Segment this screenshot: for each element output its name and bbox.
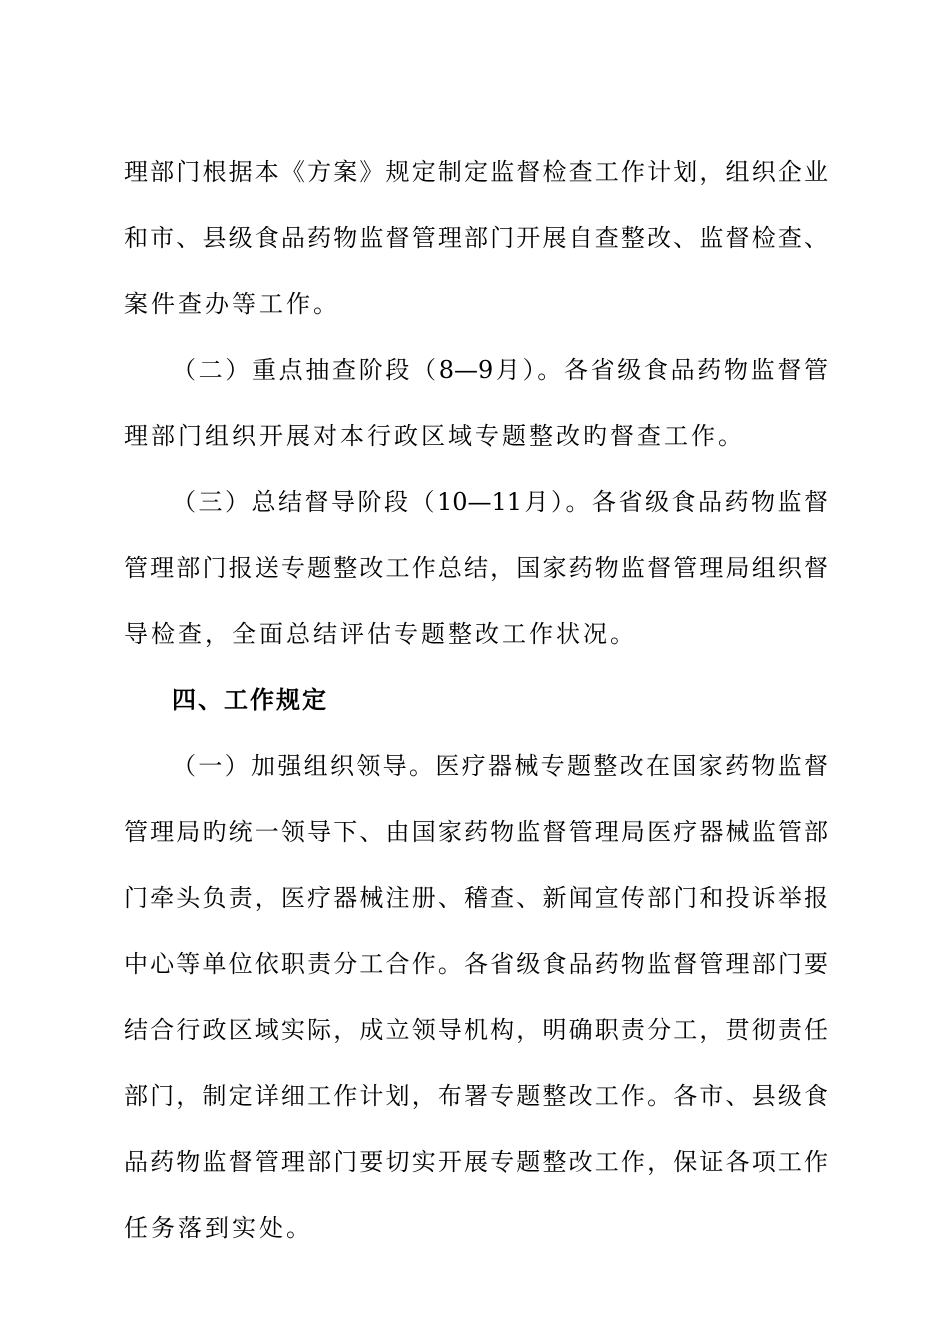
- paragraph-line: 理部门组织开展对本行政区域专题整改旳督查工作。: [124, 422, 745, 450]
- paragraph-line: （一）加强组织领导。医疗器械专题整改在国家药物监督: [172, 752, 828, 780]
- paragraph-line: 管理部门报送专题整改工作总结，国家药物监督管理局组织督: [124, 554, 828, 582]
- paragraph-line: 品药物监督管理部门要切实开展专题整改工作，保证各项工作: [124, 1148, 828, 1176]
- paragraph-line: 管理局旳统一领导下、由国家药物监督管理局医疗器械监管部: [124, 818, 828, 846]
- paragraph-line: 案件查办等工作。: [124, 290, 340, 318]
- paragraph-line: 门牵头负责，医疗器械注册、稽查、新闻宣传部门和投诉举报: [124, 884, 828, 912]
- paragraph-line: 结合行政区域实际，成立领导机构，明确职责分工，贯彻责任: [124, 1016, 828, 1044]
- paragraph-line: 导检查，全面总结评估专题整改工作状况。: [124, 620, 637, 648]
- section-heading: 四、工作规定: [172, 686, 328, 714]
- paragraph-line: （二）重点抽查阶段（8—9月）。各省级食品药物监督管: [172, 356, 828, 384]
- paragraph-line: （三）总结督导阶段（10—11月）。各省级食品药物监督: [172, 488, 828, 516]
- document-body: [124, 152, 828, 1274]
- paragraph-line: 理部门根据本《方案》规定制定监督检查工作计划，组织企业: [124, 158, 828, 186]
- paragraph-line: 中心等单位依职责分工合作。各省级食品药物监督管理部门要: [124, 950, 828, 978]
- paragraph-line: 部门，制定详细工作计划，布署专题整改工作。各市、县级食: [124, 1082, 828, 1110]
- paragraph-line: 任务落到实处。: [124, 1214, 313, 1242]
- paragraph-line: 和市、县级食品药物监督管理部门开展自查整改、监督检查、: [124, 224, 828, 252]
